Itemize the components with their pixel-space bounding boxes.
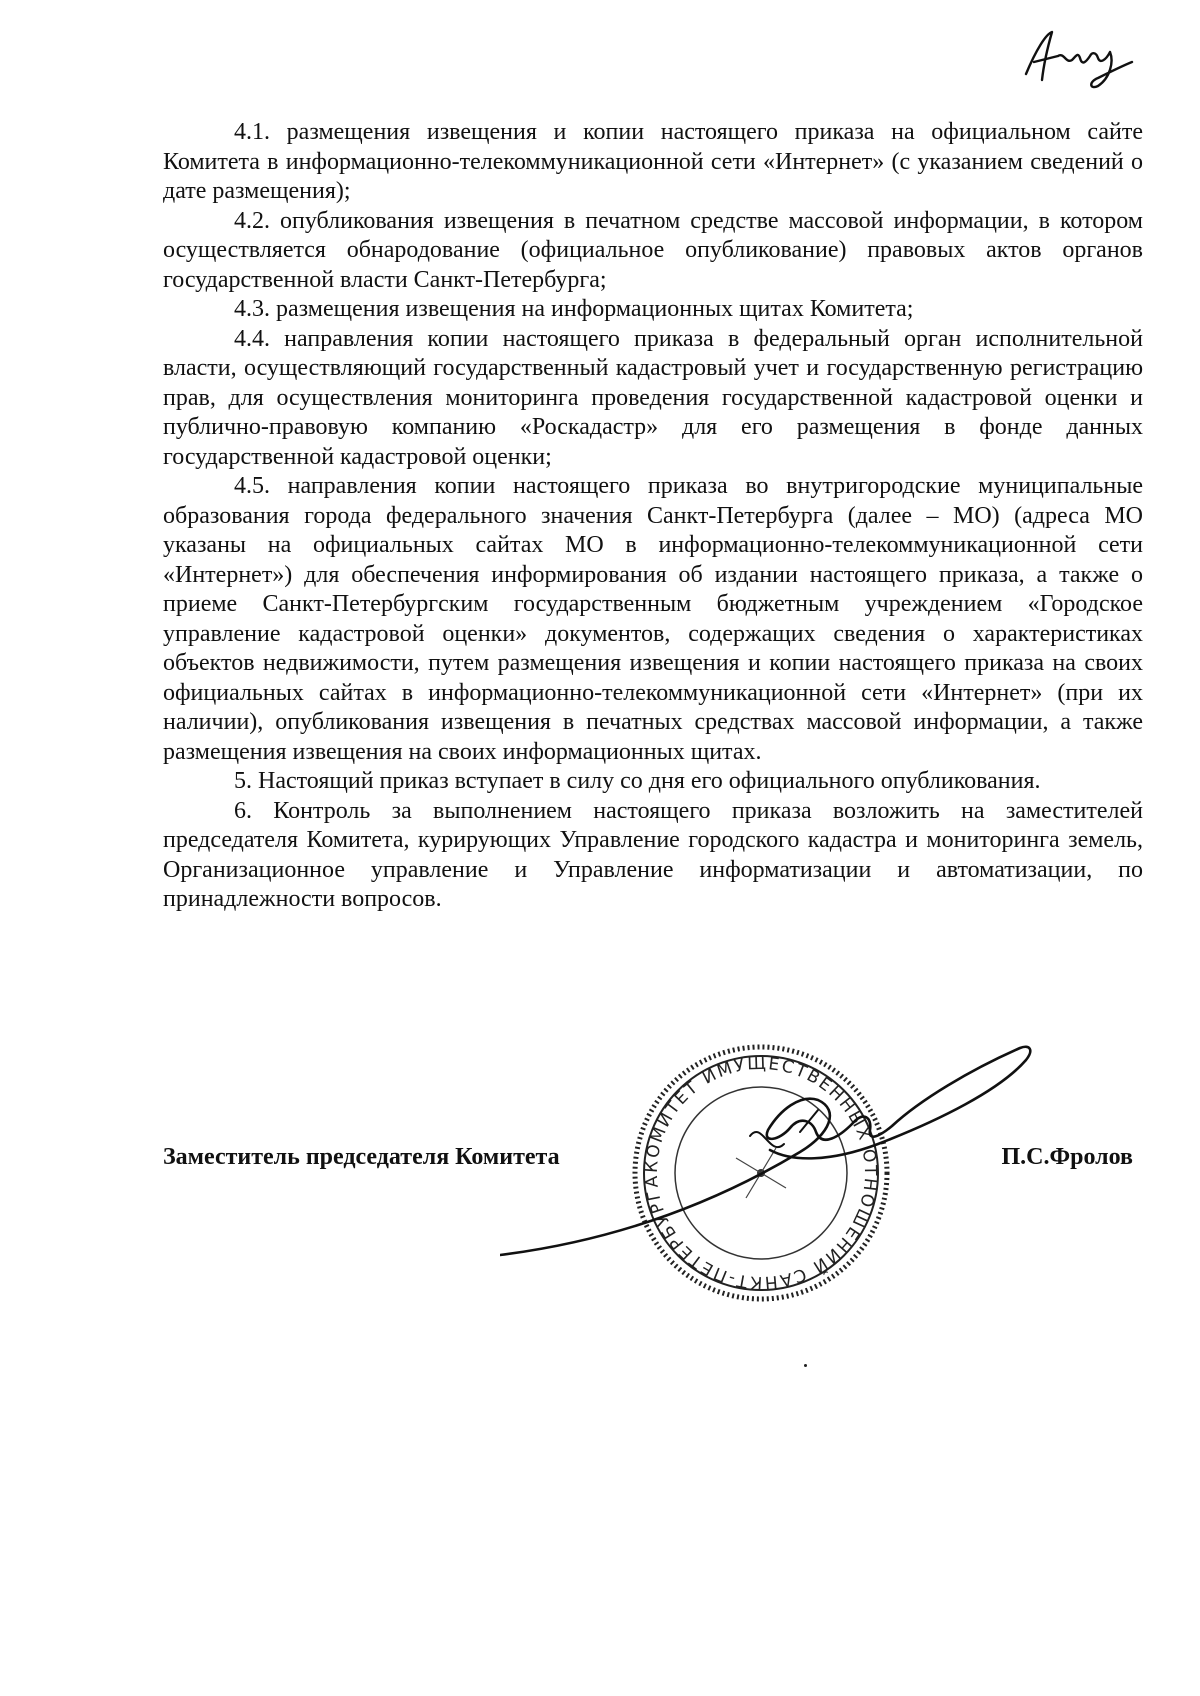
paragraph-4-1: 4.1. размещения извещения и копии настоящего приказа на официальном сайте Комитета в информационно-телекоммуникационной сети «Интернет» (с указанием сведений о дате размещения); bbox=[163, 119, 1143, 204]
paragraph-6: 6. Контроль за выполнением настоящего приказа возложить на заместителей председателя Комитета, курирующих Управление городского кадастра и мониторинга земель, Организационное управление и Управление информатизации и автоматизации, по принадлежности вопросов. bbox=[163, 797, 1143, 912]
handwritten-initials bbox=[1018, 22, 1138, 92]
signer-name: П.С.Фролов bbox=[1001, 1144, 1133, 1170]
paragraph-5: 5. Настоящий приказ вступает в силу со дня его официального опубликования. bbox=[234, 768, 1041, 794]
paragraph-4-2: 4.2. опубликования извещения в печатном средстве массовой информации, в котором осуществляется обнародование (официальное опубликование) правовых актов органов государственной власти Санкт-Петербурга; bbox=[163, 207, 1143, 293]
document-body bbox=[163, 118, 1143, 915]
signer-position: Заместитель председателя Комитета bbox=[163, 1144, 560, 1170]
paragraph-4-3: 4.3. размещения извещения на информационных щитах Комитета; bbox=[234, 296, 914, 322]
seal-text: КОМИТЕТ ИМУЩЕСТВЕННЫХ ОТНОШЕНИЙ САНКТ-ПЕТЕРБУРГА bbox=[641, 1053, 881, 1293]
handwritten-signature bbox=[500, 1040, 1040, 1270]
scan-dot bbox=[804, 1364, 807, 1367]
paragraph-4-5: 4.5. направления копии настоящего приказа во внутригородские муниципальные образования города федерального значения Санкт-Петербурга (далее – МО) (адреса МО указаны на официальных сайтах МО в информационно-телекоммуникационной сети «Интернет») для обеспечения информирования об издании настоящего приказа, а также о приеме Санкт-Петербургским государственным бюджетным учреждением «Городское управление кадастровой оценки» документов, содержащих сведения о характеристиках объектов недвижимости, путем размещения извещения и копии настоящего приказа на своих официальных сайтах в информационно-телекоммуникационной сети «Интернет» (при их наличии), опубликования извещения в печатных средствах массовой информации, а также размещения извещения на своих информационных щитах. bbox=[163, 473, 1143, 765]
paragraph-4-4: 4.4. направления копии настоящего приказа в федеральный орган исполнительной власти, осуществляющий государственный кадастровый учет и государственную регистрацию прав, для осуществления мониторинга проведения государственной кадастровой оценки и публично-правовую компанию «Роскадастр» для его размещения в фонде данных государственной кадастровой оценки; bbox=[163, 325, 1143, 470]
